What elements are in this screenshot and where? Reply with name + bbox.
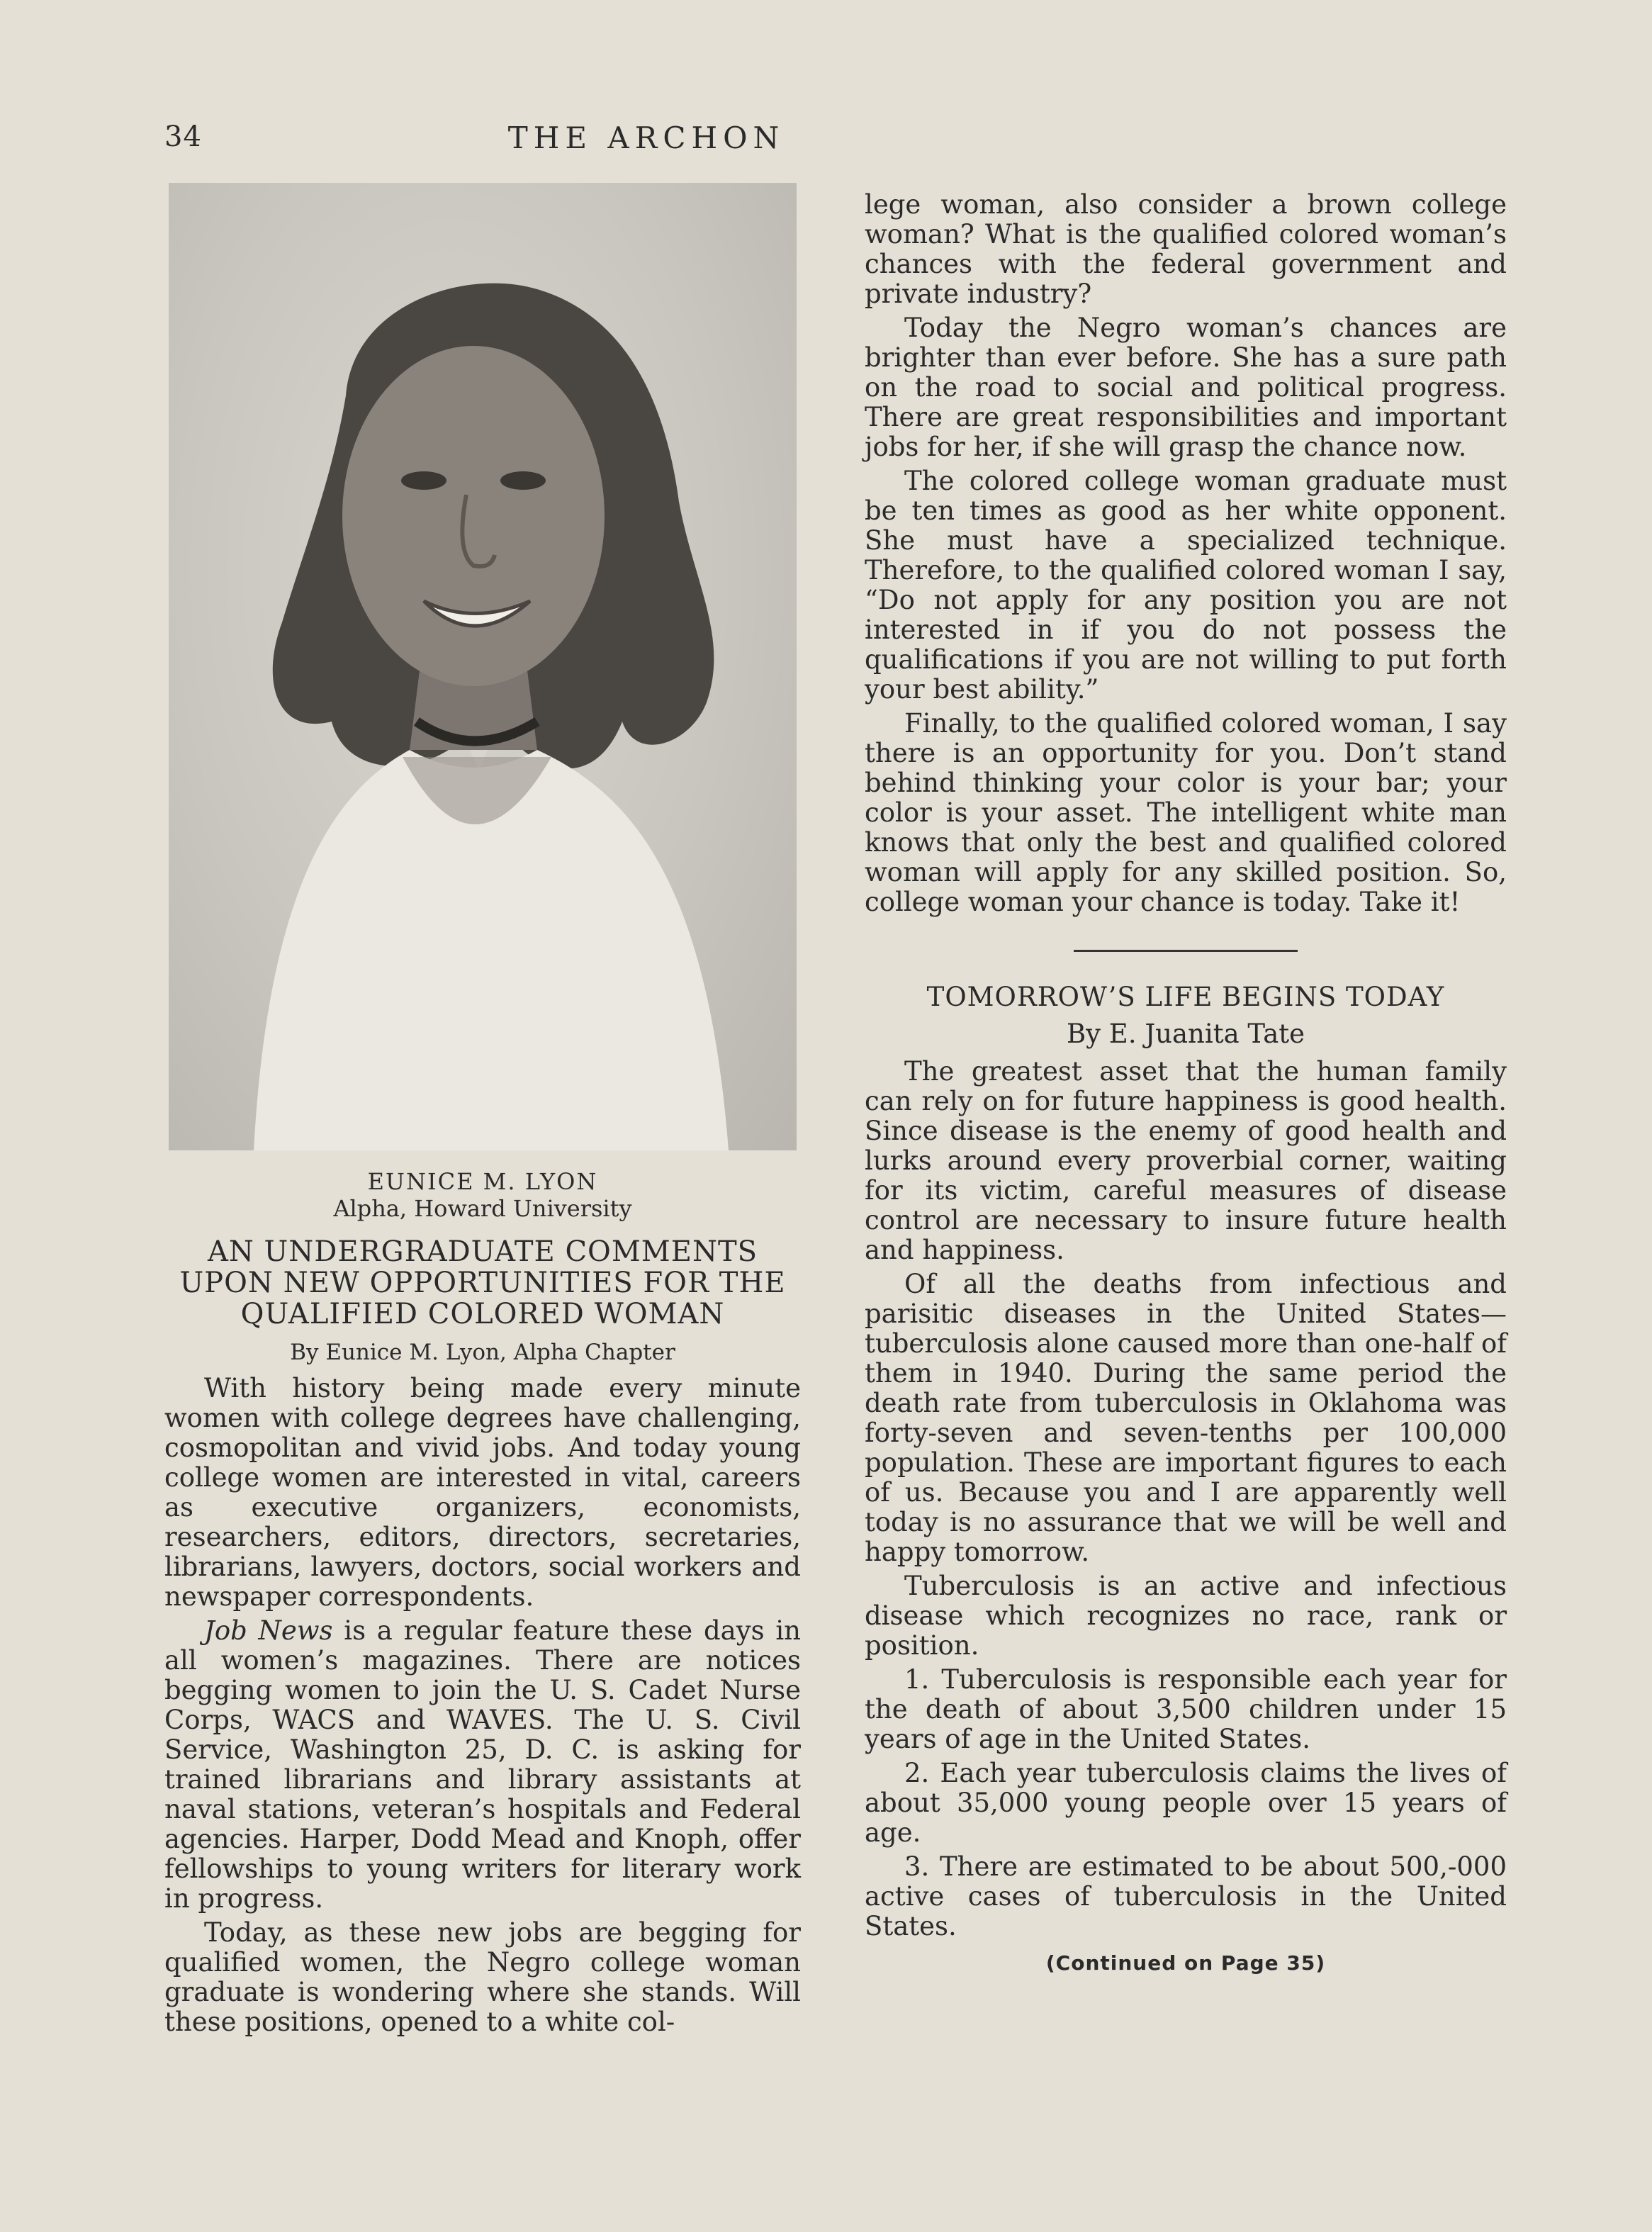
article1-title (164, 1236, 801, 1330)
running-title: THE ARCHON (507, 120, 785, 155)
article1-paragraph-text: is a regular feature these days in all women’s magazines. There are notices begging women to join the U. S. Cadet Nurse Corps, WACS and WAVES. The U. S. Civil Service, Washington 25, D. C. is asking for trained librarians and library assistants at naval stations, veteran’s hospitals and Federal agencies. Harper, Dodd Mead and Knoph, offer fellowships to young writers for literary work in progress. (164, 1615, 801, 1914)
article1-title-line: UPON NEW OPPORTUNITIES FOR THE (179, 1267, 786, 1299)
job-news-italic: Job News (204, 1615, 333, 1646)
article2-paragraph: Tuberculosis is an active and infectious disease which recognizes no race, rank or position. (865, 1571, 1507, 1661)
article1-paragraph: Today, as these new jobs are begging for qualified women, the Negro college woman graduate is wondering where she stands. Will these positions, opened to a white col- (164, 1917, 801, 2037)
article1-title-line: AN UNDERGRADUATE COMMENTS (207, 1235, 758, 1268)
photo-caption-chapter: Alpha, Howard University (333, 1195, 632, 1222)
article2-list-item: 3. There are estimated to be about 500,-000 active cases of tuberculosis in the United States. (865, 1851, 1507, 1941)
right-column (865, 190, 1507, 1975)
article2-paragraph: The greatest asset that the human family can rely on for future happiness is good health. Since disease is the enemy of good health and lurks around every proverbial corner, waiting for its victim, careful measures of disease control are necessary to insure future health and happiness. (865, 1056, 1507, 1265)
page-number: 34 (164, 120, 202, 153)
article2-paragraph: Of all the deaths from infectious and parisitic diseases in the United States—tuberculosis alone caused more than one-half of them in 1940. During the same period the death rate from tuberculosis in Oklahoma was forty-seven and seven-tenths per 100,000 population. These are important figures to each of us. Because you and I are apparently well today is no assurance that we will be well and happy tomorrow. (865, 1269, 1507, 1567)
article1-paragraph (164, 1616, 801, 1914)
article1-paragraph: lege woman, also consider a brown college woman? What is the qualified colored woman’s chances with the federal government and private industry? (865, 189, 1507, 309)
article2-title: TOMORROW’S LIFE BEGINS TODAY (926, 982, 1445, 1012)
article2-byline: By E. Juanita Tate (1066, 1019, 1305, 1049)
article1-byline: By Eunice M. Lyon, Alpha Chapter (290, 1340, 675, 1365)
article1-title-line: QUALIFIED COLORED WOMAN (240, 1298, 725, 1330)
article1-paragraph: The colored college woman graduate must be ten times as good as her white opponent. She must have a specialized technique. Therefore, to the qualified colored woman I say, “Do not apply for any position you are not interested in if you do not possess the qualifications if you are not willing to put forth your best ability.” (865, 466, 1507, 705)
article2-list-item: 1. Tuberculosis is responsible each year for the death of about 3,500 children under 15 years of age in the United States. (865, 1664, 1507, 1754)
article1-paragraph: Today the Negro woman’s chances are brighter than ever before. She has a sure path on the road to social and political progress. There are great responsibilities and important jobs for her, if she will grasp the chance now. (865, 313, 1507, 462)
left-column (164, 1374, 801, 2041)
page-header (164, 120, 987, 163)
photo-caption-name: EUNICE M. LYON (367, 1168, 598, 1195)
article1-paragraph: Finally, to the qualified colored woman, I say there is an opportunity for you. Don’t stand behind thinking your color is your bar; your color is your asset. The intelligent white man knows that only the best and qualified colored woman will apply for any skilled position. So, college woman your chance is today. Take it! (865, 708, 1507, 917)
article2-list-item: 2. Each year tuberculosis claims the lives of about 35,000 young people over 15 years of age. (865, 1758, 1507, 1848)
continued-note: (Continued on Page 35) (1045, 1951, 1326, 1975)
section-divider (1074, 950, 1298, 952)
article1-paragraph: With history being made every minute women with college degrees have challenging, cosmopolitan and vivid jobs. And today young college women are interested in vital, careers as executive organizers, economists, researchers, editors, directors, secretaries, librarians, lawyers, doctors, social workers and newspaper correspondents. (164, 1373, 801, 1612)
portrait-photo (169, 183, 797, 1150)
